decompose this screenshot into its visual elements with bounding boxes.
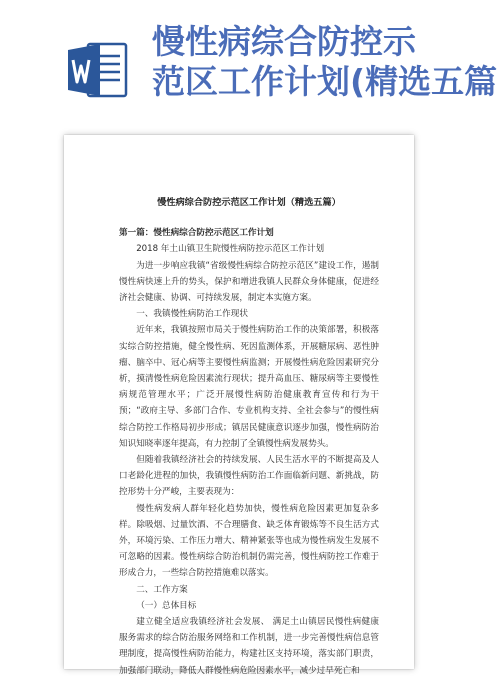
- heading-1: 一、我镇慢性病防治工作现状: [136, 309, 248, 320]
- paragraph-2: 近年来，我镇按照市局关于慢性病防治工作的决策部署，积极落实综合防控措施，健全慢性病、死因监测体系，开展糖尿病、恶性肿瘤、脑卒中、冠心病等主要慢性病监测；开展慢性病危险因素研究分析，摸清慢性病危险因素流行现状；提升高血压、糖尿病等主要慢性病规范管理水平；广泛开展慢性病防治健康教育宣传和行为干预；“政府主导、多部门合作、专业机构支持、全社会参与”的慢性病综合防控工作格局初步形成；镇居民健康意识逐步加强，慢性病防治知识知晓率逐年提高，有力控制了全镇慢性病发展势头。: [119, 325, 379, 449]
- paragraph-3: 但随着我镇经济社会的持续发展、人民生活水平的不断提高及人口老龄化进程的加快，我镇慢性病防治工作面临新问题、新挑战，防控形势十分严峻，主要表现为：: [119, 455, 379, 498]
- document-page: [64, 135, 414, 676]
- document-body: [119, 195, 379, 679]
- word-document-icon: [66, 38, 130, 102]
- paragraph-4: 慢性病发病人群年轻化趋势加快，慢性病危险因素更加复杂多样。除吸烟、过量饮酒、不合理膳食、缺乏体育锻炼等不良生活方式外，环境污染、工作压力增大、精神紧张等也成为慢性病发生发展不可忽略的因素。慢性病综合防治机制仍需完善，慢性病防控工作难于形成合力，一些综合防控措施难以落实。: [119, 503, 379, 579]
- banner-title: [152, 22, 497, 102]
- intro-line: 2018 年土山镇卫生院慢性病防控示范区工作计划: [136, 244, 325, 255]
- section-heading: 第一篇：慢性病综合防控示范区工作计划: [119, 228, 274, 239]
- document-title: 慢性病综合防控示范区工作计划（精选五篇）: [157, 197, 341, 208]
- heading-2: 二、工作方案: [136, 584, 188, 595]
- banner-title-line-1: 慢性病综合防控示: [152, 22, 416, 61]
- paragraph-5: 建立健全适应我镇经济社会发展、 满足土山镇居民慢性病健康服务需求的综合防治服务网络和工作机制，进一步完善慢性病信息管理制度，提高慢性病防治能力，构建社区支持环境，落实部门职责，加强部门联动，降低人群慢性病危险因素水平，减少过早死亡和: [119, 617, 379, 676]
- banner-title-line-2: 范区工作计划(精选五篇: [152, 62, 497, 101]
- heading-2-1: （一）总体目标: [136, 600, 197, 611]
- paragraph-1: 为进一步响应我镇“省级慢性病综合防控示范区”建设工作，遏制慢性病快速上升的势头，保护和增进我镇人民群众身体健康，促进经济社会健康、协调、可持续发展，制定本实施方案。: [119, 260, 379, 304]
